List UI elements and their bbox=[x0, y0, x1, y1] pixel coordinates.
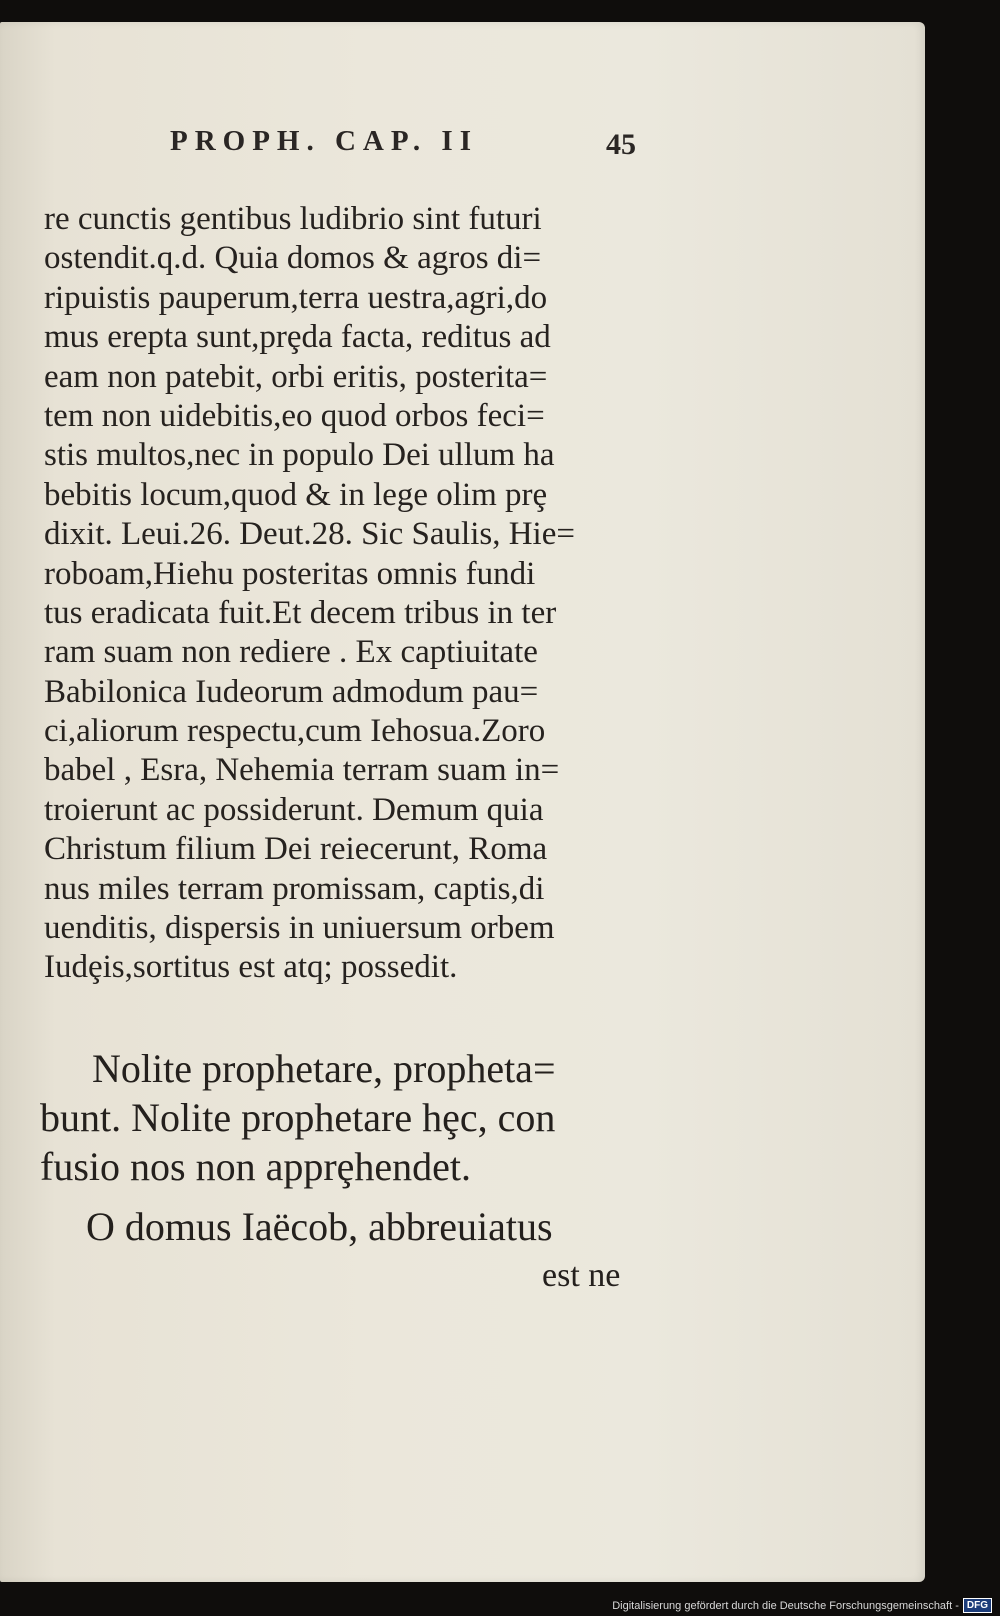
credit-text: Digitalisierung gefördert durch die Deutsche Forschungsgemeinschaft - bbox=[612, 1599, 959, 1612]
text-line: Iudȩis,sortitus est atq; possedit. bbox=[44, 949, 458, 986]
text-line: bebitis locum,quod & in lege olim prȩ bbox=[44, 476, 548, 513]
text-line: nus miles terram promissam, captis,di bbox=[44, 870, 545, 907]
verse-line: fusio nos non apprȩhendet. bbox=[40, 1144, 472, 1189]
catchword: est ne bbox=[542, 1257, 621, 1294]
scripture-verse bbox=[40, 1044, 640, 1191]
text-line: re cunctis gentibus ludibrio sint futuri bbox=[44, 201, 542, 237]
text-line: troierunt ac possiderunt. Demum quia bbox=[44, 791, 544, 828]
text-line: mus erepta sunt,prȩda facta, reditus ad bbox=[44, 319, 551, 356]
text-line: roboam,Hiehu posteritas omnis fundi bbox=[44, 555, 536, 592]
text-line: ripuistis pauperum,terra uestra,agri,do bbox=[44, 279, 548, 316]
text-line: eam non patebit, orbi eritis, posterita= bbox=[44, 358, 548, 395]
text-line: Christum filium Dei reiecerunt, Roma bbox=[44, 831, 548, 868]
text-line: ostendit.q.d. Quia domos & agros di= bbox=[44, 240, 542, 277]
verse-line: Nolite prophetare, propheta= bbox=[92, 1046, 556, 1091]
text-line: ci,aliorum respectu,cum Iehosua.Zoro bbox=[44, 713, 546, 750]
text-line: stis multos,nec in populo Dei ullum ha bbox=[44, 437, 555, 474]
scripture-verse bbox=[40, 1202, 640, 1251]
text-line: tem non uidebitis,eo quod orbos feci= bbox=[44, 397, 545, 434]
digitization-credit bbox=[612, 1598, 992, 1613]
page-number: 45 bbox=[606, 128, 636, 161]
verse-line: O domus Iaëcob, abbreuiatus bbox=[86, 1204, 553, 1249]
text-line: Babilonica Iudeorum admodum pau= bbox=[44, 673, 539, 710]
text-line: uenditis, dispersis in uniuersum orbem bbox=[44, 910, 555, 947]
dfg-logo: DFG bbox=[963, 1598, 992, 1613]
text-line: tus eradicata fuit.Et decem tribus in ter bbox=[44, 594, 557, 631]
book-page bbox=[0, 22, 925, 1582]
text-line: dixit. Leui.26. Deut.28. Sic Saulis, Hie= bbox=[44, 516, 575, 553]
text-line: babel , Esra, Nehemia terram suam in= bbox=[44, 752, 560, 789]
commentary-text bbox=[44, 200, 644, 988]
text-line: ram suam non rediere . Ex captiuitate bbox=[44, 634, 538, 671]
verse-line: bunt. Nolite prophetare hȩc, con bbox=[40, 1095, 556, 1140]
running-title: PROPH. CAP. II bbox=[170, 125, 478, 157]
